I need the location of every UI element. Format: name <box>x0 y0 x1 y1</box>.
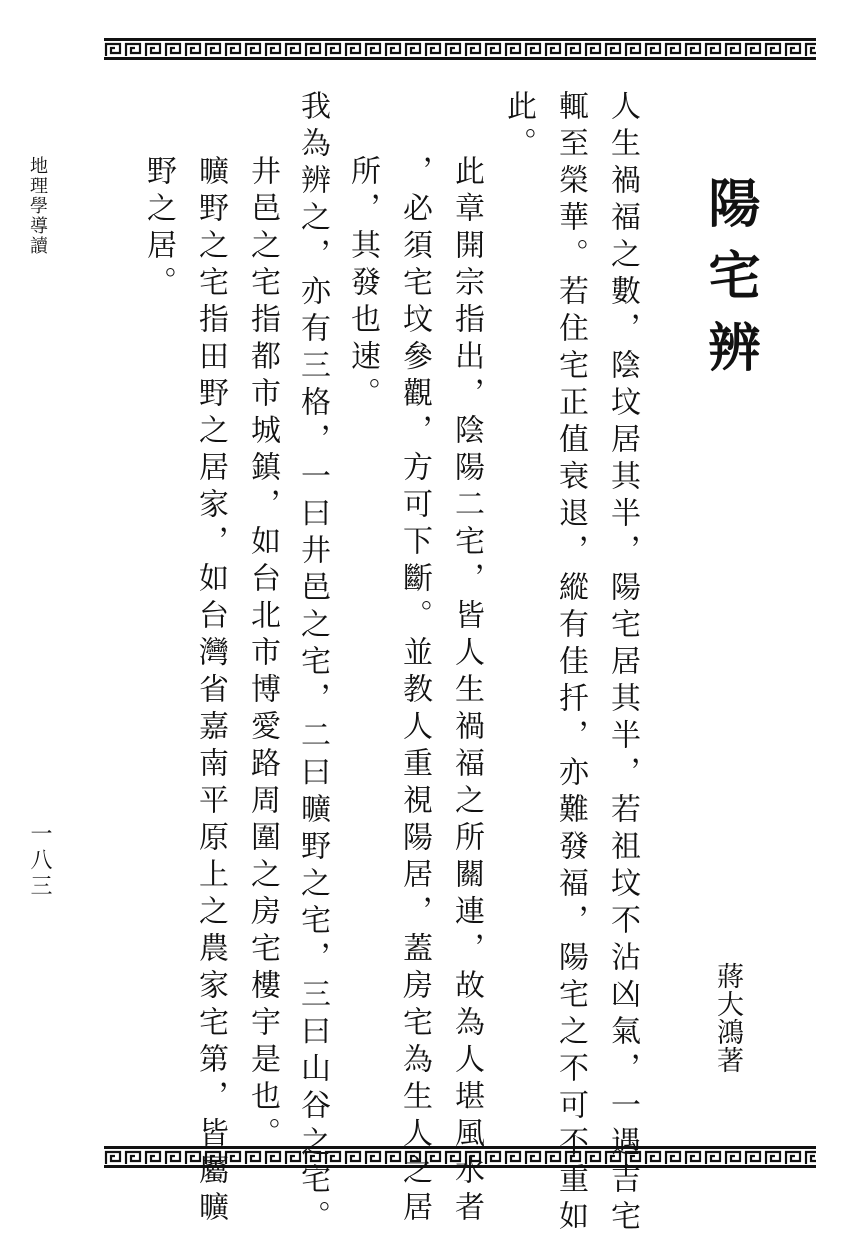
book-title: 地理學導讀 <box>27 156 48 256</box>
commentary-column: 野之居。 <box>141 155 176 303</box>
text-column: 我為辨之，亦有三格，一曰井邑之宅，二曰曠野之宅，三曰山谷之宅。 <box>295 90 330 1237</box>
commentary-column: 所，其發也速。 <box>345 155 380 414</box>
author-byline: 蔣大鴻著 <box>712 962 743 1074</box>
text-column: 輒至榮華。若住宅正值衰退，縱有佳扦，亦難發福，陽宅之不可不重如 <box>553 90 588 1237</box>
commentary-column: ，必須宅坟參觀，方可下斷。並教人重視陽居，蓋房宅為生人之居 <box>397 155 432 1228</box>
commentary-column: 井邑之宅指都市城鎮，如台北市博愛路周圍之房宅樓宇是也。 <box>245 155 280 1154</box>
article-title: 陽宅辨 <box>699 176 759 392</box>
page-number: 一八三 <box>27 822 52 900</box>
top-fret-border <box>104 38 816 60</box>
text-column: 人生禍福之數，陰坟居其半，陽宅居其半，若祖坟不沾凶氣，一遇吉宅 <box>605 90 640 1237</box>
commentary-column: 此章開宗指出，陰陽二宅，皆人生禍福之所關連，故為人堪風水者 <box>449 155 484 1228</box>
text-column: 此。 <box>501 90 536 164</box>
commentary-column: 曠野之宅指田野之居家，如台灣省嘉南平原上之農家宅第，皆屬曠 <box>193 155 228 1228</box>
